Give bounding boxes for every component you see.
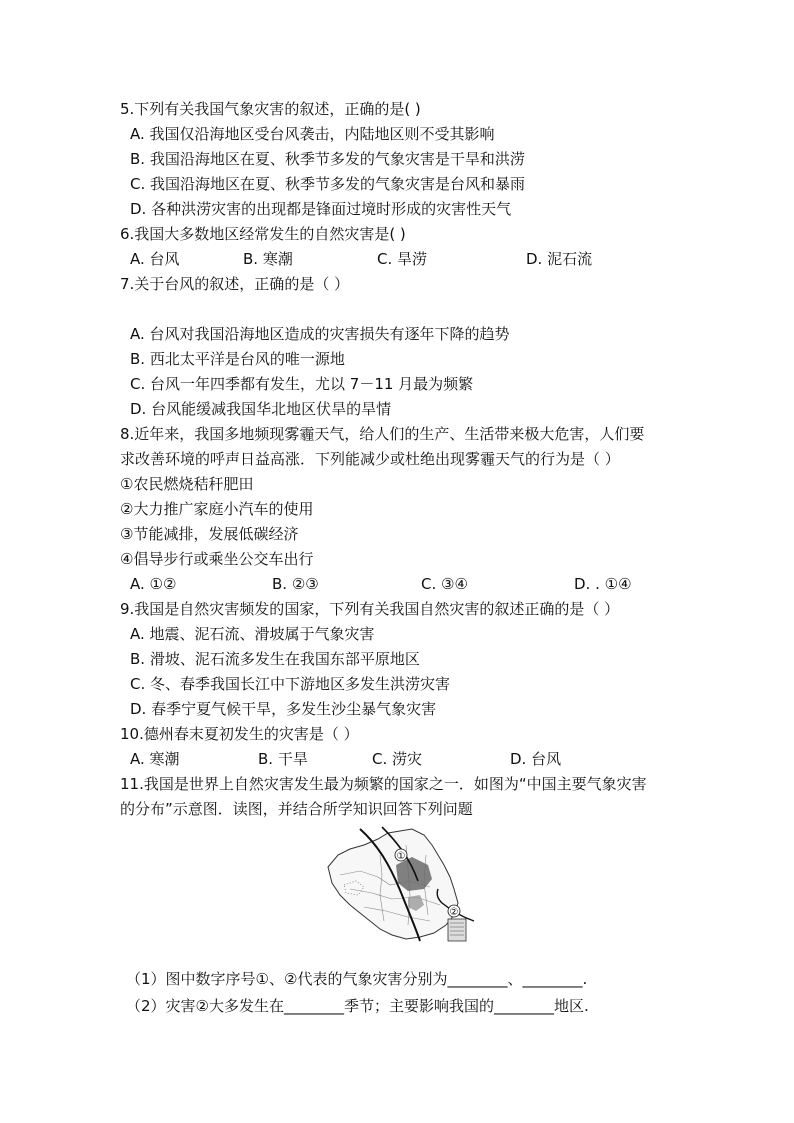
- marker-2-label: ②: [449, 907, 459, 918]
- q7-option-b: B. 西北太平洋是台风的唯一源地: [130, 350, 345, 368]
- china-weather-disaster-map: [320, 825, 475, 945]
- q9-option-a: A. 地震、泥石流、滑坡属于气象灾害: [130, 625, 375, 643]
- q6-option-d: D. 泥石流: [526, 250, 593, 268]
- q10-option-c: C. 涝灾: [372, 750, 423, 768]
- q5-option-a: A. 我国仅沿海地区受台风袭击，内陆地区则不受其影响: [130, 125, 495, 143]
- q8-stem-line1: 8.近年来，我国多地频现雾霾天气，给人们的生产、生活带来极大危害，人们要: [120, 425, 645, 443]
- q9-option-c: C. 冬、春季我国长江中下游地区多发生洪涝灾害: [130, 675, 451, 693]
- q6-option-b: B. 寒潮: [243, 250, 293, 268]
- q8-option-b: B. ②③: [272, 575, 319, 593]
- q6-option-c: C. 旱涝: [377, 250, 428, 268]
- q7-option-c: C. 台风一年四季都有发生，尤以 7－11 月最为频繁: [130, 375, 474, 393]
- q7-option-a: A. 台风对我国沿海地区造成的灾害损失有逐年下降的趋势: [130, 325, 510, 343]
- q8-item-3: ③节能减排，发展低碳经济: [120, 525, 299, 543]
- q10-stem: 10.德州春末夏初发生的灾害是（ ）: [120, 725, 359, 743]
- q11-subquestion-2: （2）灾害②大多发生在________季节；主要影响我国的________地区.: [126, 997, 589, 1015]
- q11-stem-line1: 11.我国是世界上自然灾害发生最为频繁的国家之一．如图为“中国主要气象灾害: [120, 775, 647, 793]
- q11-subquestion-1: （1）图中数字序号①、②代表的气象灾害分别为________、________.: [126, 970, 588, 988]
- q8-option-c: C. ③④: [421, 575, 468, 593]
- q5-stem: 5.下列有关我国气象灾害的叙述，正确的是( ): [120, 100, 421, 118]
- hatched-area: [448, 919, 466, 941]
- q8-item-4: ④倡导步行或乘坐公交车出行: [120, 550, 314, 568]
- q10-option-a: A. 寒潮: [130, 750, 180, 768]
- q5-option-c: C. 我国沿海地区在夏、秋季节多发的气象灾害是台风和暴雨: [130, 175, 526, 193]
- q8-option-d: D. . ①④: [574, 575, 632, 593]
- q11-stem-line2: 的分布”示意图．读图，并结合所学知识回答下列问题: [120, 800, 473, 818]
- q10-option-b: B. 干旱: [258, 750, 308, 768]
- q8-option-a: A. ①②: [130, 575, 177, 593]
- marker-1-label: ①: [396, 851, 406, 862]
- q9-option-b: B. 滑坡、泥石流多发生在我国东部平原地区: [130, 650, 420, 668]
- q7-stem: 7.关于台风的叙述，正确的是（ ）: [120, 275, 350, 293]
- q10-option-d: D. 台风: [510, 750, 562, 768]
- map-graphic: [320, 825, 475, 945]
- q9-stem: 9.我国是自然灾害频发的国家，下列有关我国自然灾害的叙述正确的是（ ）: [120, 600, 620, 618]
- q5-option-d: D. 各种洪涝灾害的出现都是锋面过境时形成的灾害性天气: [130, 200, 512, 218]
- q5-option-b: B. 我国沿海地区在夏、秋季节多发的气象灾害是干旱和洪涝: [130, 150, 525, 168]
- q7-option-d: D. 台风能缓减我国华北地区伏旱的旱情: [130, 400, 392, 418]
- q8-item-2: ②大力推广家庭小汽车的使用: [120, 500, 314, 518]
- q9-option-d: D. 春季宁夏气候干旱，多发生沙尘暴气象灾害: [130, 700, 437, 718]
- q6-option-a: A. 台风: [130, 250, 180, 268]
- q8-stem-line2: 求改善环境的呼声日益高涨．下列能减少或杜绝出现雾霾天气的行为是（ ）: [120, 450, 620, 468]
- q6-stem: 6.我国大多数地区经常发生的自然灾害是( ): [120, 225, 406, 243]
- q8-item-1: ①农民燃烧秸秆肥田: [120, 475, 254, 493]
